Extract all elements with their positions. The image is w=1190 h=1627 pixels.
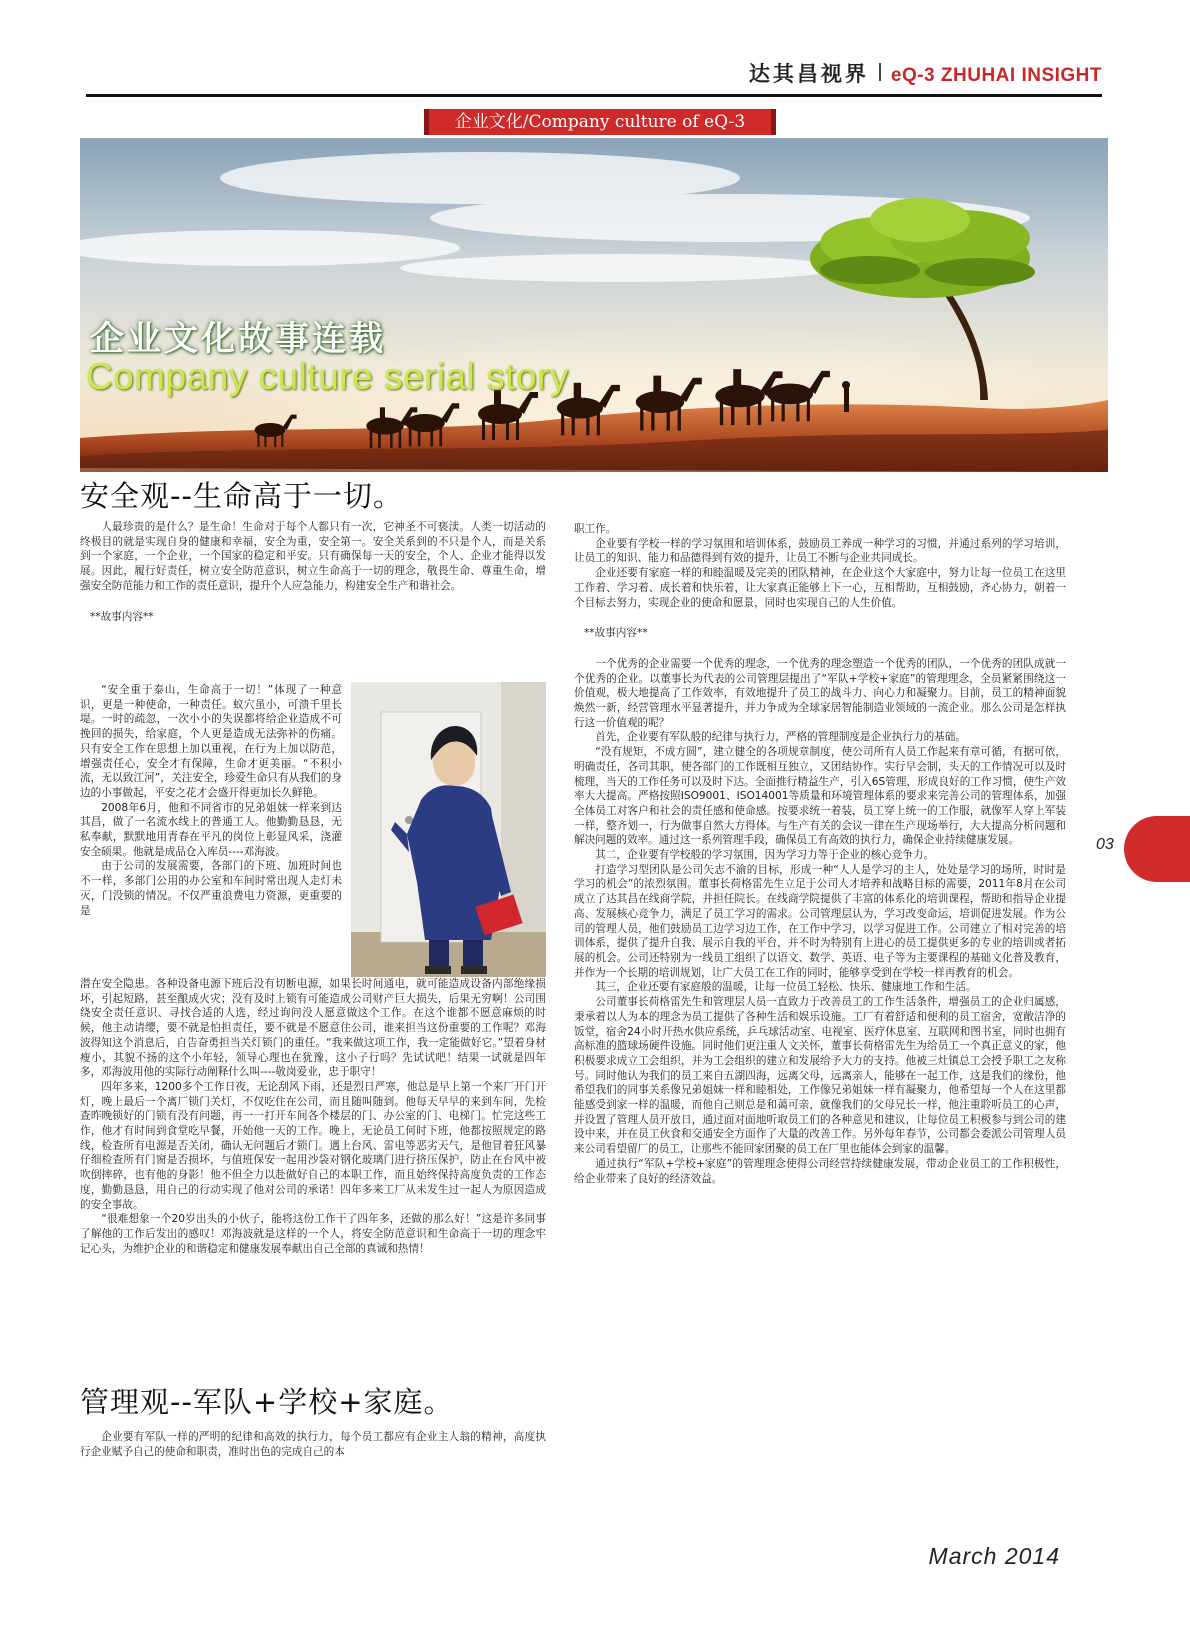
page-number: 03	[1096, 836, 1114, 853]
right-paragraph: 一个优秀的企业需要一个优秀的理念，一个优秀的理念塑造一个优秀的团队，一个优秀的团队成就一个优秀的企业。以董事长为代表的公司管理层提出了“军队+学校+家庭”的管理理念，全员紧紧围绕这一价值观，极大地提高了工作效率，有效地提升了员工的战斗力、向心力和凝聚力。目前，员工的精神面貌焕然一新，经营管理水平显著提升，并力争成为全球家居智能制造业领域的一流企业。那么公司是怎样执行这一价值观的呢？	[574, 657, 1066, 729]
section-heading-safety: 安全观--生命高于一切。	[80, 479, 403, 513]
right-paragraph: 企业要有学校一样的学习氛围和培训体系，鼓励员工养成一种学习的习惯，并通过系列的学习培训，让员工的知识、能力和品德得到有效的提升，让员工不断与企业共同成长。	[574, 537, 1066, 565]
management-intro-paragraph: 企业要有军队一样的严明的纪律和高效的执行力，每个员工都应有企业主人翁的精神，高度执行企业赋予自己的使命和职责，准时出色的完成自己的本	[80, 1431, 546, 1458]
masthead	[749, 58, 1102, 88]
story-tag: **故事内容**	[90, 610, 154, 623]
story-paragraph: “很难想象一个20岁出头的小伙子，能将这份工作干了四年多，还做的那么好！”这是许多同事了解他的工作后发出的感叹！邓海波就是这样的一个人，将安全防范意识和生命高于一切的理念牢记心头，为维护企业的和谐稳定和健康发展奉献出自己全部的真诚和热情！	[80, 1213, 546, 1255]
story-paragraph: 四年多来，1200多个工作日夜，无论刮风下雨，还是烈日严寒，他总是早上第一个来厂开门开灯，晚上最后一个离厂锁门关灯，不仅吃住在公司，而且随叫随到。他每天早早的来到车间，先检查昨晚锁好的门锁有没有问题，再一一打开车间各个楼层的门、办公室的门、电梯门。忙完这些工作，他才有时间到食堂吃早餐，开始他一天的工作。晚上，无论员工何时下班，他都按照规定的路线，检查所有电源是否关闭，确认无问题后才锁门。遇上台风、雷电等恶劣天气，是他冒着狂风暴仔细检查所有门窗是否损坏，与值班保安一起用沙袋对钢化玻璃门进行挤压保护，防止在台风中被吹倒摔碎，也有他的身影！他不但全力以赴做好自己的本职工作，而且始终保持高度负责的工作态度，勤勤恳恳，用自己的行动实现了他对公司的承诺！四年多来工厂从未发生过一起人为原因造成的安全事故。	[80, 1080, 546, 1211]
safety-intro-paragraph: 人最珍贵的是什么？是生命！生命对于每个人都只有一次，它神圣不可亵渎。人类一切活动的终极目的就是实现自身的健康和幸福，安全为重，安全第一。安全关系到的不只是个人，而是关系到一个家庭，一个企业，一个国家的稳定和平安。只有确保每一天的安全，个人、企业才能得以发展。因此，履行好责任，树立安全防范意识，树立生命高于一切的理念，敬畏生命、尊重生命，增强安全防范能力和工作的责任意识，提升个人应急能力，构建安全生产和谐社会。	[80, 521, 546, 592]
employee-photo	[351, 682, 546, 977]
hero-title-en: Company culture serial story	[86, 356, 569, 397]
employee-portrait	[351, 682, 546, 977]
right-paragraph: 其三，企业还要有家庭般的温暖，让每一位员工轻松、快乐、健康地工作和生活。	[595, 981, 977, 994]
masthead-title-cn: 达其昌视界	[748, 61, 869, 86]
left-column-story	[80, 977, 546, 1256]
right-paragraph: 公司董事长荷格雷先生和管理层人员一直致力于改善员工的工作生活条件，增强员工的企业归属感，秉承着以人为本的理念为员工提供了各种生活和娱乐设施。工厂有着舒适和便利的员工宿舍，宽敞洁净的饭堂，宿舍24小时开热水供应系统，乒乓球活动室、电视室、医疗休息室、互联网和图书室，同时也拥有高标准的篮球场硬件设施。同时他们更注重人文关怀，董事长荷格雷先生为给员工一个真正意义的家，他积极要求成立工会组织，并为工会组织的建立和发展给予大力的支持。他被三灶镇总工会授予职工之友称号。同时他认为我们的员工来自五湖四海，远离父母，远离亲人，能够在一起工作，这是我们的缘份，他希望我们的同事关系像兄弟姐妹一样和睦相处，工作像兄弟姐妹一样有凝聚力，他希望每一个人在这里都能感受到家一样的温暖，而他自己则总是和蔼可亲，就像我们的父母兄长一样，他注重聆听员工的心声，并设置了管理人员开放日，通过面对面地听取员工们的各种意见和建议，让每位员工积极参与到公司的建设中来，并在员工伙食和交通安全方面作了大量的改善工作。另外每年春节，公司都会委派公司管理人员来公司看望留厂的员工，让那些不能回家团聚的员工在厂里也能体会到家的温馨。	[574, 996, 1066, 1156]
management-intro	[80, 1430, 546, 1459]
continuation-text: 职工作。	[574, 523, 617, 535]
page-tab	[1124, 816, 1190, 882]
desert-caravan-illustration	[80, 138, 1108, 472]
header-rule	[86, 94, 1102, 97]
section-heading-management: 管理观--军队+学校+家庭。	[80, 1385, 454, 1419]
section-banner: 企业文化/Company culture of eQ-3	[424, 109, 776, 135]
right-column	[574, 522, 1066, 1186]
right-paragraph: 首先，企业要有军队般的纪律与执行力，严格的管理制度是企业执行力的基础。	[595, 731, 966, 744]
issue-date: March 2014	[928, 1543, 1060, 1569]
right-paragraph: 其二，企业要有学校般的学习氛围，因为学习力等于企业的核心竞争力。	[595, 849, 935, 862]
left-column-intro	[80, 520, 546, 640]
right-paragraph: 通过执行“军队+学校+家庭”的管理理念使得公司经营持续健康发展，带动企业员工的工作积极性，给企业带来了良好的经济效益。	[574, 1157, 1066, 1185]
wrap-paragraph: 2008年6月，他和不同省市的兄弟姐妹一样来到达其昌，做了一名流水线上的普通工人。他勤勤恳恳，无私奉献，默默地用青春在平凡的岗位上彰显风采，浇灌安全硕果。他就是成品仓入库员----邓海波。	[80, 801, 342, 858]
story-tag: **故事内容**	[584, 627, 648, 640]
right-paragraph: 企业还要有家庭一样的和睦温暖及完美的团队精神，在企业这个大家庭中，努力让每一位员工在这里工作着、学习着、成长着和快乐着，让大家真正能够上下一心，互相帮助，互相鼓励，齐心协力，朝着一个目标去努力，实现企业的使命和愿景，同时也实现自己的人生价值。	[574, 567, 1066, 609]
wrap-paragraph: “安全重于泰山，生命高于一切！”体现了一种意识，更是一种使命，一种责任。蚁穴虽小，可溃千里长堤。一时的疏忽，一次小小的失误都将给企业造成不可挽回的损失，给家庭，个人更是造成无法弥补的伤痛。只有安全工作在思想上加以重视，在行为上加以防范，增强责任心，安全才有保障，生命才更美丽。“不积小流，无以致江河”，关注安全，珍爱生命只有从我们的身边的小事做起，平安之花才会盛开得更加长久鲜艳。	[80, 684, 342, 799]
hero-title-cn: 企业文化故事连载	[90, 319, 386, 359]
wrap-paragraph: 由于公司的发展需要，各部门的下班、加班时间也不一样，多部门公用的办公室和车间时常出现人走灯未灭，门没锁的情况。不仅严重浪费电力资源，更重要的是	[80, 860, 342, 917]
masthead-title-en: eQ-3 ZHUHAI INSIGHT	[890, 65, 1102, 86]
masthead-divider	[879, 63, 881, 81]
right-paragraph: “没有规矩，不成方圆”，建立健全的各项规章制度，使公司所有人员工作起来有章可循，有据可依，明确责任，各司其职，使各部门的工作既相互独立，又团结协作。实行早会制，头天的工作情况可以及时梳理，当天的工作任务可以及时下达。全面推行精益生产，引入6S管理，形成良好的工作习惯，使生产效率大大提高。严格按照ISO9001、ISO14001等质量和环境管理体系的要求来完善公司的管理体系，加强全体员工对客户和社会的责任感和使命感。按要求统一着装，员工穿上统一的工作服，就像军人穿上军装一样，整齐划一，行为做事自然大方得体。与生产有关的会议一律在生产现场举行，大大提高分析问题和解决问题的效率。通过这一系列管理手段，确保员工有高效的执行力，确保企业持续健康发展。	[574, 746, 1066, 847]
story-paragraph: 潜在安全隐患。各种设备电源下班后没有切断电源，如果长时间通电，就可能造成设备内部绝缘损坏，引起短路，甚至酿成火灾；没有及时上锁有可能造成公司财产巨大损失，后果无穷啊！公司围绕安全责任意识、寻找合适的人选，经过询问没人愿意做这个工作。在这个谁都不愿意麻烦的时候，他主动请缨，要不就是怕担责任，要不就是不愿意住公司，谁来担当这份重要的工作呢？邓海波得知这个消息后，自告奋勇担当关灯锁门的重任。“我来做这项工作，我一定能做好它。”望着身材瘦小，其貌不扬的这个小年轻，领导心理也在犹豫，这小子行吗？先试试吧！结果一试就是四年多，邓海波用他的实际行动阐释什么叫----敬岗爱业，忠于职守！	[80, 978, 546, 1079]
hero-image	[80, 138, 1108, 472]
right-paragraph: 打造学习型团队是公司矢志不渝的目标，形成一种“人人是学习的主人，处处是学习的场所，时时是学习的机会”的浓烈氛围。董事长荷格雷先生立足于公司人才培养和战略目标的需要，2011年8月在公司成立了达其昌在线商学院，并担任院长。在线商学院提供了丰富的体系化的培训课程，帮助和指导企业提高、发展核心竞争力，满足了员工学习的需求。公司管理层认为，学习改变命运，培训促进发展。作为公司的管理人员，他们鼓励员工边学习边工作，在工作中学习，以学习促进工作。公司建立了相对完善的培训体系，提供了提升自我、展示自我的平台，并不时为特别有上进心的员工提供更多的专业的培训或者拓展的机会。公司还特别为一线员工组织了以语文、数学、英语、电子等为主要课程的基础文化普及教育，并作为一个长期的培训规划，让广大员工在工作的同时，能够享受到在学校一样再教育的机会。	[574, 863, 1066, 979]
left-column-wrap-text	[80, 683, 342, 918]
